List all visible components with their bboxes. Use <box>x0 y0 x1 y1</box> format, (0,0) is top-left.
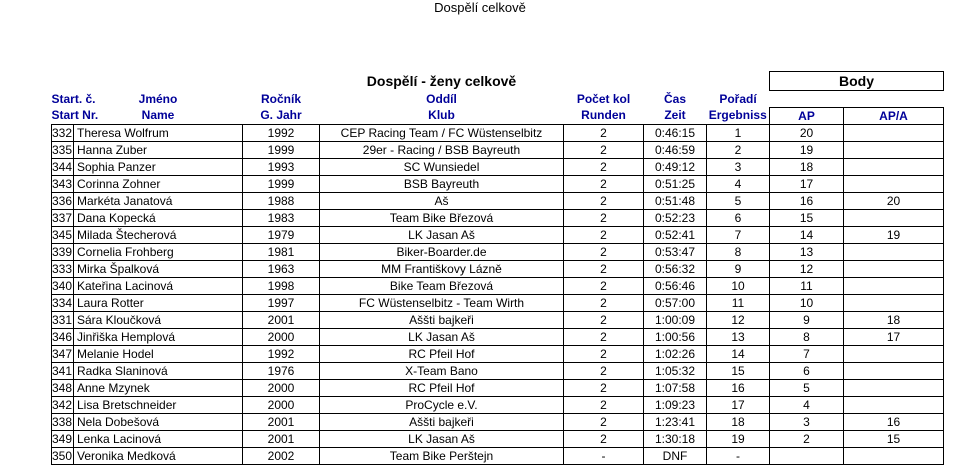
points-apa-cell: 18 <box>844 312 944 329</box>
race-time-cell: 1:30:18 <box>644 431 707 448</box>
rank-cell: 2 <box>707 142 770 159</box>
club-name-cell: CEP Racing Team / FC Wüstenselbitz <box>320 125 564 142</box>
club-name-cell: LK Jasan Aš <box>320 329 564 346</box>
rank-cell: 6 <box>707 210 770 227</box>
club-name-cell: SC Wunsiedel <box>320 159 564 176</box>
rider-name-cell: Nela Dobešová <box>74 414 243 431</box>
col-header-start-cz: Start. č. <box>51 91 96 106</box>
rank-cell: - <box>707 448 770 465</box>
race-time-cell: 0:52:41 <box>644 227 707 244</box>
laps-count-cell: 2 <box>564 414 644 431</box>
birth-year-cell: 2002 <box>243 448 320 465</box>
birth-year-cell: 1993 <box>243 159 320 176</box>
laps-count-cell: 2 <box>564 363 644 380</box>
laps-count-cell: 2 <box>564 176 644 193</box>
birth-year-cell: 2001 <box>243 312 320 329</box>
points-ap-cell: 14 <box>770 227 844 244</box>
laps-count-cell: 2 <box>564 159 644 176</box>
laps-count-cell: 2 <box>564 278 644 295</box>
points-ap-cell: 8 <box>770 329 844 346</box>
laps-count-cell: 2 <box>564 380 644 397</box>
table-row <box>52 125 944 142</box>
race-time-cell: 1:00:09 <box>644 312 707 329</box>
rank-cell: 19 <box>707 431 770 448</box>
col-header-start-de: Start Nr. <box>52 108 74 125</box>
start-number-cell: 334 <box>52 295 73 310</box>
table-row <box>52 312 944 329</box>
rider-name-cell: Jinřiška Hemplová <box>74 329 243 346</box>
table-row <box>52 346 944 363</box>
club-name-cell: Team Bike Březová <box>320 210 564 227</box>
points-ap-cell: 10 <box>770 295 844 312</box>
col-header-name-de: Name <box>74 108 243 125</box>
start-number-cell: 345 <box>52 227 73 242</box>
laps-count-cell: 2 <box>564 193 644 210</box>
points-ap-cell: 11 <box>770 278 844 295</box>
laps-count-cell: 2 <box>564 346 644 363</box>
points-apa-cell <box>844 380 944 397</box>
race-time-cell: 0:56:32 <box>644 261 707 278</box>
points-ap-cell: 19 <box>770 142 844 159</box>
start-number-cell: 331 <box>52 312 73 327</box>
points-apa-cell: 15 <box>844 431 944 448</box>
birth-year-cell: 2000 <box>243 329 320 346</box>
rank-cell: 16 <box>707 380 770 397</box>
col-header-laps-de: Runden <box>564 108 644 125</box>
birth-year-cell: 1992 <box>243 125 320 142</box>
start-number-cell: 347 <box>52 346 73 361</box>
rider-name-cell: Markéta Janatová <box>74 193 243 210</box>
rank-cell: 12 <box>707 312 770 329</box>
start-number-cell: 336 <box>52 193 73 208</box>
rider-name-cell: Lisa Bretschneider <box>74 397 243 414</box>
club-name-cell: RC Pfeil Hof <box>320 380 564 397</box>
col-header-time-cz: Čas <box>663 91 686 106</box>
start-number-cell: 340 <box>52 278 73 293</box>
points-apa-cell <box>844 448 944 465</box>
laps-count-cell: 2 <box>564 295 644 312</box>
rider-name-cell: Anne Mzynek <box>74 380 243 397</box>
points-apa-cell <box>844 363 944 380</box>
rank-cell: 8 <box>707 244 770 261</box>
table-row <box>52 244 944 261</box>
birth-year-cell: 1992 <box>243 346 320 363</box>
rank-cell: 7 <box>707 227 770 244</box>
rank-cell: 14 <box>707 346 770 363</box>
start-number-cell: 333 <box>52 261 73 276</box>
rider-name-cell: Dana Kopecká <box>74 210 243 227</box>
rider-name-cell: Cornelia Frohberg <box>74 244 243 261</box>
points-apa-cell <box>844 278 944 295</box>
rider-name-cell: Veronika Medková <box>74 448 243 465</box>
start-number-cell: 341 <box>52 363 73 378</box>
table-row <box>52 414 944 431</box>
points-apa-cell <box>844 397 944 414</box>
rank-cell: 17 <box>707 397 770 414</box>
rider-name-cell: Melanie Hodel <box>74 346 243 363</box>
rider-name-cell: Radka Slaninová <box>74 363 243 380</box>
laps-count-cell: 2 <box>564 227 644 244</box>
rank-cell: 1 <box>707 125 770 142</box>
rider-name-cell: Laura Rotter <box>74 295 243 312</box>
club-name-cell: FC Wüstenselbitz - Team Wirth <box>320 295 564 312</box>
rider-name-cell: Corinna Zohner <box>74 176 243 193</box>
race-time-cell: 1:23:41 <box>644 414 707 431</box>
col-header-club-de: Klub <box>320 108 564 125</box>
points-apa-cell <box>844 261 944 278</box>
points-ap-cell: 9 <box>770 312 844 329</box>
points-ap-cell: 12 <box>770 261 844 278</box>
table-row <box>52 193 944 210</box>
rider-name-cell: Hanna Zuber <box>74 142 243 159</box>
category-title: Dospělí - ženy celkově <box>366 73 517 89</box>
points-ap-cell: 17 <box>770 176 844 193</box>
points-apa-cell <box>844 142 944 159</box>
rank-cell: 11 <box>707 295 770 312</box>
start-number-cell: 343 <box>52 176 73 191</box>
points-ap-cell: 2 <box>770 431 844 448</box>
race-time-cell: 1:07:58 <box>644 380 707 397</box>
race-time-cell: 1:05:32 <box>644 363 707 380</box>
laps-count-cell: 2 <box>564 397 644 414</box>
points-apa-cell: 20 <box>844 193 944 210</box>
birth-year-cell: 2000 <box>243 380 320 397</box>
table-row <box>52 363 944 380</box>
start-number-cell: 332 <box>52 125 73 140</box>
club-name-cell: Aš <box>320 193 564 210</box>
club-name-cell: RC Pfeil Hof <box>320 346 564 363</box>
race-time-cell: 1:00:56 <box>644 329 707 346</box>
birth-year-cell: 2001 <box>243 431 320 448</box>
col-header-laps-cz: Počet kol <box>576 91 631 106</box>
laps-count-cell: 2 <box>564 210 644 227</box>
laps-count-cell: 2 <box>564 142 644 159</box>
rider-name-cell: Mirka Špalková <box>74 261 243 278</box>
points-ap-cell: 3 <box>770 414 844 431</box>
results-table <box>51 71 944 465</box>
birth-year-cell: 2001 <box>243 414 320 431</box>
points-apa-cell: 19 <box>844 227 944 244</box>
page-title: Dospělí celkově <box>434 0 526 15</box>
col-header-time-de: Zeit <box>644 108 707 125</box>
points-apa-cell: 17 <box>844 329 944 346</box>
race-time-cell: 1:02:26 <box>644 346 707 363</box>
points-ap-cell: 16 <box>770 193 844 210</box>
rider-name-cell: Kateřina Lacinová <box>74 278 243 295</box>
laps-count-cell: 2 <box>564 431 644 448</box>
race-time-cell: 1:09:23 <box>644 397 707 414</box>
points-title: Body <box>770 72 944 91</box>
col-header-apa: AP/A <box>844 108 944 125</box>
rider-name-cell: Sára Kloučková <box>74 312 243 329</box>
start-number-cell: 350 <box>52 448 73 463</box>
table-row <box>52 278 944 295</box>
race-time-cell: 0:56:46 <box>644 278 707 295</box>
club-name-cell: Biker-Boarder.de <box>320 244 564 261</box>
club-name-cell: Bike Team Březová <box>320 278 564 295</box>
col-header-rank-cz: Pořadí <box>719 91 757 106</box>
rank-cell: 10 <box>707 278 770 295</box>
club-name-cell: Team Bike Perštejn <box>320 448 564 465</box>
points-apa-cell <box>844 244 944 261</box>
table-row <box>52 380 944 397</box>
race-time-cell: 0:49:12 <box>644 159 707 176</box>
club-name-cell: Aššti bajkeři <box>320 312 564 329</box>
rank-cell: 13 <box>707 329 770 346</box>
points-ap-cell: 13 <box>770 244 844 261</box>
birth-year-cell: 1988 <box>243 193 320 210</box>
race-time-cell: 0:57:00 <box>644 295 707 312</box>
race-time-cell: 0:52:23 <box>644 210 707 227</box>
rank-cell: 5 <box>707 193 770 210</box>
race-time-cell: 0:51:25 <box>644 176 707 193</box>
points-ap-cell: 15 <box>770 210 844 227</box>
rank-cell: 15 <box>707 363 770 380</box>
club-name-cell: 29er - Racing / BSB Bayreuth <box>320 142 564 159</box>
rank-cell: 18 <box>707 414 770 431</box>
points-ap-cell: 4 <box>770 397 844 414</box>
club-name-cell: LK Jasan Aš <box>320 227 564 244</box>
birth-year-cell: 1979 <box>243 227 320 244</box>
rider-name-cell: Theresa Wolfrum <box>74 125 243 142</box>
club-name-cell: ProCycle e.V. <box>320 397 564 414</box>
rider-name-cell: Sophia Panzer <box>74 159 243 176</box>
points-ap-cell: 6 <box>770 363 844 380</box>
table-row <box>52 227 944 244</box>
table-row <box>52 329 944 346</box>
start-number-cell: 342 <box>52 397 73 412</box>
col-header-name-cz: Jméno <box>138 91 178 106</box>
table-row <box>52 210 944 227</box>
birth-year-cell: 1963 <box>243 261 320 278</box>
laps-count-cell: 2 <box>564 329 644 346</box>
start-number-cell: 335 <box>52 142 73 157</box>
col-header-year-cz: Ročník <box>260 91 301 106</box>
start-number-cell: 344 <box>52 159 73 174</box>
start-number-cell: 346 <box>52 329 73 344</box>
club-name-cell: MM Františkovy Lázně <box>320 261 564 278</box>
laps-count-cell: 2 <box>564 312 644 329</box>
start-number-cell: 338 <box>52 414 73 429</box>
birth-year-cell: 1999 <box>243 142 320 159</box>
points-apa-cell <box>844 295 944 312</box>
laps-count-cell: 2 <box>564 244 644 261</box>
table-row <box>52 397 944 414</box>
rider-name-cell: Lenka Lacinová <box>74 431 243 448</box>
col-header-club-cz: Oddíl <box>426 91 457 106</box>
birth-year-cell: 1976 <box>243 363 320 380</box>
points-apa-cell <box>844 159 944 176</box>
points-ap-cell: 20 <box>770 125 844 142</box>
race-time-cell: 0:46:15 <box>644 125 707 142</box>
table-row <box>52 176 944 193</box>
start-number-cell: 349 <box>52 431 73 446</box>
birth-year-cell: 1983 <box>243 210 320 227</box>
points-apa-cell <box>844 125 944 142</box>
col-header-year-de: G. Jahr <box>243 108 320 125</box>
laps-count-cell: 2 <box>564 261 644 278</box>
table-row <box>52 431 944 448</box>
points-apa-cell <box>844 346 944 363</box>
points-ap-cell: 18 <box>770 159 844 176</box>
rank-cell: 9 <box>707 261 770 278</box>
col-header-rank-de: Ergebniss <box>707 108 770 125</box>
laps-count-cell: 2 <box>564 125 644 142</box>
start-number-cell: 348 <box>52 380 73 395</box>
points-ap-cell <box>770 448 844 465</box>
race-time-cell: 0:46:59 <box>644 142 707 159</box>
table-row <box>52 295 944 312</box>
points-ap-cell: 5 <box>770 380 844 397</box>
birth-year-cell: 1998 <box>243 278 320 295</box>
race-time-cell: 0:51:48 <box>644 193 707 210</box>
rank-cell: 4 <box>707 176 770 193</box>
laps-count-cell: - <box>564 448 644 465</box>
table-row <box>52 142 944 159</box>
race-time-cell: DNF <box>644 448 707 465</box>
birth-year-cell: 1999 <box>243 176 320 193</box>
rank-cell: 3 <box>707 159 770 176</box>
birth-year-cell: 1997 <box>243 295 320 312</box>
club-name-cell: Aššti bajkeři <box>320 414 564 431</box>
points-apa-cell <box>844 176 944 193</box>
points-apa-cell <box>844 210 944 227</box>
birth-year-cell: 2000 <box>243 397 320 414</box>
birth-year-cell: 1981 <box>243 244 320 261</box>
col-header-ap: AP <box>770 108 844 125</box>
table-row <box>52 159 944 176</box>
points-apa-cell: 16 <box>844 414 944 431</box>
table-row <box>52 448 944 465</box>
rider-name-cell: Milada Štecherová <box>74 227 243 244</box>
club-name-cell: X-Team Bano <box>320 363 564 380</box>
points-ap-cell: 7 <box>770 346 844 363</box>
start-number-cell: 337 <box>52 210 73 225</box>
start-number-cell: 339 <box>52 244 73 259</box>
club-name-cell: LK Jasan Aš <box>320 431 564 448</box>
table-row <box>52 261 944 278</box>
race-time-cell: 0:53:47 <box>644 244 707 261</box>
club-name-cell: BSB Bayreuth <box>320 176 564 193</box>
